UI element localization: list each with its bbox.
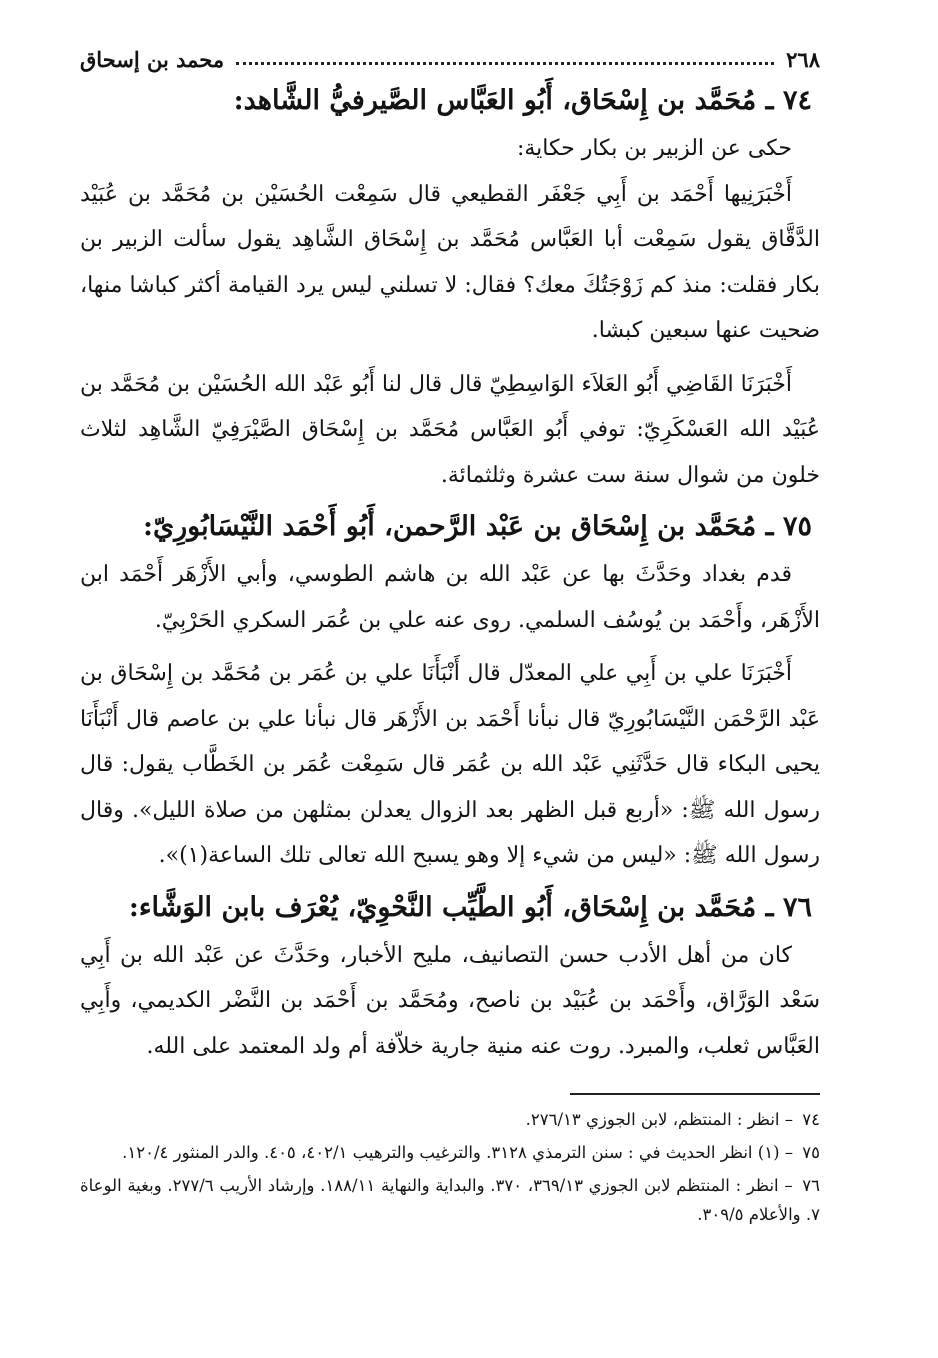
footnote [80, 1171, 820, 1229]
running-title: محمد بن إسحاق [80, 47, 225, 72]
footnote-number: ٧٦ [802, 1176, 820, 1195]
footnote-divider [570, 1093, 820, 1095]
entry-paragraph: أَخْبَرَنَا القَاضِي أَبُو العَلاَء الوَاسِطِيّ قال قال لنا أَبُو عَبْد الله الحُسَيْن بن مُحَمَّد بن عُبَيْد الله العَسْكَرِيّ: توفي أَبُو العَبَّاس مُحَمَّد بن إِسْحَاق الصَّيْرَفِيّ الشَّاهِد لثلاث خلون من شوال سنة ست عشرة وثلثمائة. [80, 371, 820, 488]
entry-paragraph: أَخْبَرَنَا علي بن أَبِي علي المعدّل قال أَنْبَأَنَا علي بن عُمَر بن مُحَمَّد بن إِسْحَاق بن عَبْد الرَّحْمَن النَّيْسَابُورِيّ قال نبأنا أَحْمَد بن الأَزْهَر قال نبأنا علي بن عاصم قال أَنْبَأَنَا يحيى البكاء قال حَدَّثَنِي عَبْد الله بن عُمَر قال سَمِعْت عُمَر بن الخَطَّاب يقول: قال رسول الله ﷺ: «أربع قبل الظهر بعد الزوال يعدلن بمثلهن من صلاة الليل». وقال رسول الله ﷺ: «ليس من شيء إلا وهو يسبح الله تعالى تلك الساعة(١)». [80, 661, 820, 868]
footnote-number: ٧٤ [802, 1110, 820, 1129]
footnote [80, 1138, 820, 1167]
footnote [80, 1105, 820, 1134]
entry-paragraph: أَخْبَرَنِيها أَحْمَد بن أَبِي جَعْفَر القطيعي قال سَمِعْت الحُسَيْن بن مُحَمَّد بن عُبَيْد الدَّقَّاق يقول سَمِعْت أبا العَبَّاس مُحَمَّد بن إِسْحَاق الشَّاهِد يقول سألت الزبير بن بكار فقلت: منذ كم زَوْجَتُكَ معك؟ فقال: لا تسلني ليس يرد القيامة أكثر كباشا منها، ضحيت عنها سبعين كبشا. [80, 181, 820, 343]
footnotes [80, 1105, 820, 1229]
page-number: ٢٦٨ [786, 47, 820, 72]
footnote-number: ٧٥ [802, 1143, 820, 1162]
entry-paragraph: قدم بغداد وحَدَّثَ بها عن عَبْد الله بن هاشم الطوسي، وأبي الأَزْهَر أَحْمَد ابن الأَزْهَر، وأَحْمَد بن يُوسُف السلمي. روى عنه علي بن عُمَر السكري الحَرْبِيّ. [80, 562, 820, 633]
entry-title: ٧٥ ـ مُحَمَّد بن إِسْحَاق بن عَبْد الرَّحمن، أَبُو أَحْمَد النَّيْسَابُورِيّ: [143, 511, 812, 542]
page-header [80, 34, 820, 72]
entry-title: ٧٦ ـ مُحَمَّد بن إِسْحَاق، أَبُو الطَّيِّب النَّحْوِيّ، يُعْرَف بابن الوَشَّاء: [128, 891, 812, 923]
header-dotted-leader [236, 62, 774, 65]
footnote-text: – انظر : المنتظم لابن الجوزي ٣٦٩/١٣، ٣٧٠. والبداية والنهاية ١٨٨/١١. وإرشاد الأريب ٢٧٧/٦. وبغية الوعاة ٧. والأعلام ٣٠٩/٥. [80, 1176, 820, 1224]
entry-paragraph: حكى عن الزبير بن بكار حكاية: [516, 136, 792, 161]
entry-75 [80, 504, 820, 879]
entry-title: ٧٤ ـ مُحَمَّد بن إِسْحَاق، أَبُو العَبَّاس الصَّيرفيُّ الشَّاهد: [233, 85, 812, 116]
footnote-text: – (١) انظر الحديث في : سنن الترمذي ٣١٢٨. والترغيب والترهيب ٤٠٢/١، ٤٠٥. والدر المنثور ١٢٠/٤. [122, 1143, 794, 1162]
entry-76 [80, 885, 820, 1070]
entry-74 [80, 78, 820, 498]
entry-paragraph: كان من أهل الأدب حسن التصانيف، مليح الأخبار، وحَدَّثَ عن عَبْد الله بن أَبِي سَعْد الوَرَّاق، وأَحْمَد بن عُبَيْد بن ناصح، ومُحَمَّد بن أَحْمَد بن النَّضْر الكديمي، وأَبِي العَبَّاس ثعلب، والمبرد. روت عنه منية جارية خلاّفة أم ولد المعتمد على الله. [80, 942, 820, 1059]
footnote-text: – انظر : المنتظم، لابن الجوزي ٢٧٦/١٣. [525, 1110, 794, 1129]
